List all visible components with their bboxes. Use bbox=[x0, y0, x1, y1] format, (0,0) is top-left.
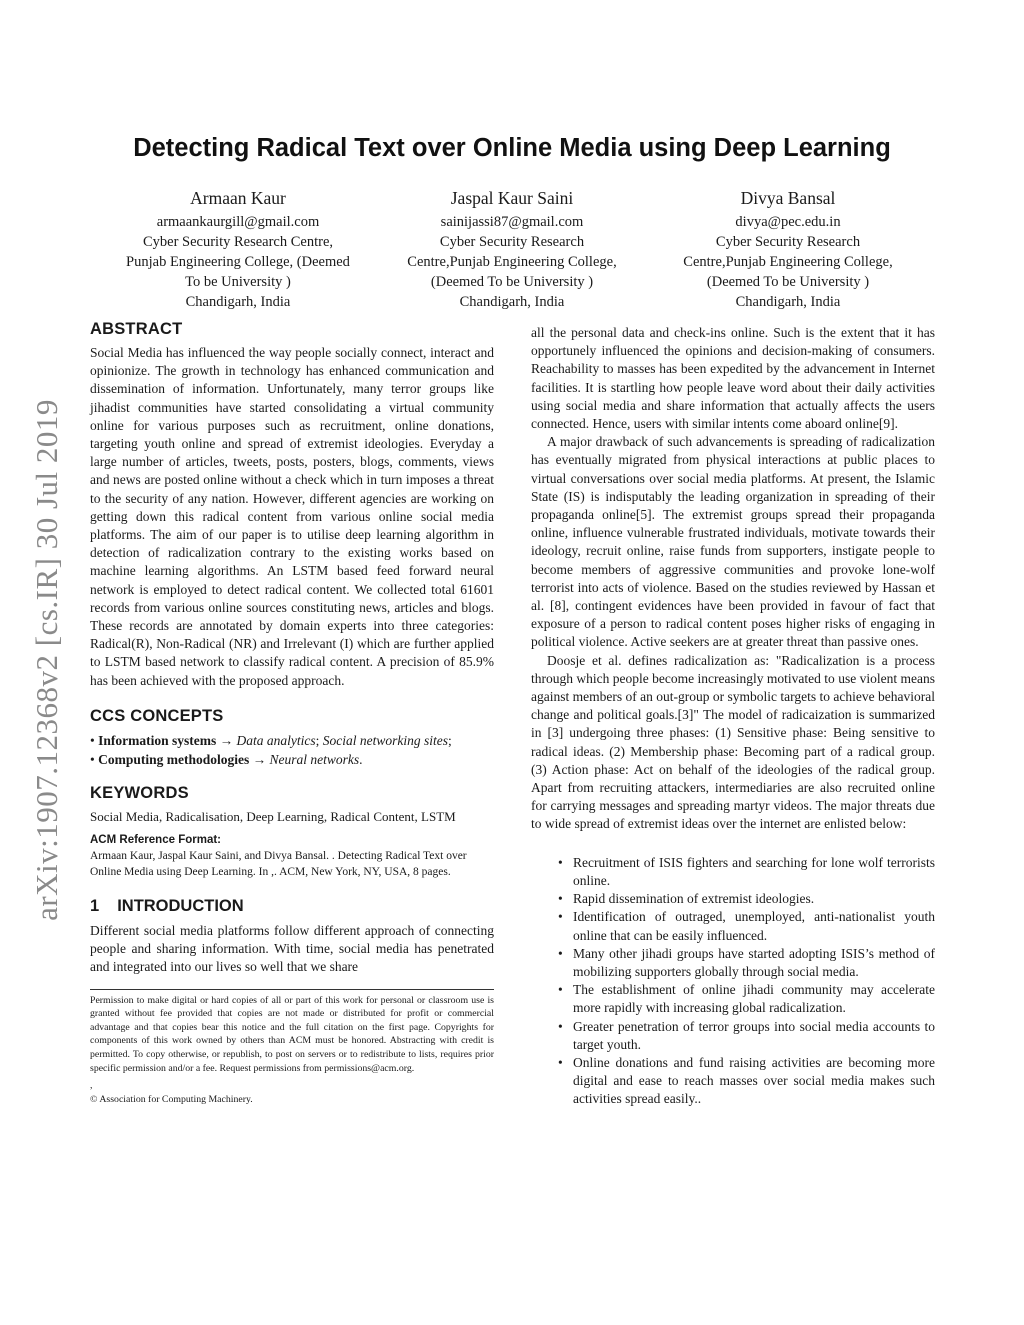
ccs-heading: CCS CONCEPTS bbox=[90, 706, 224, 725]
list-item bbox=[531, 1018, 935, 1054]
ccs-terminator: ; bbox=[448, 732, 452, 748]
acm-reference-text: Armaan Kaur, Jaspal Kaur Saini, and Divya Bansal. . Detecting Radical Text over Online Media using Deep Learning. In ,. ACM, New York, NY, USA, 8 pages. bbox=[90, 850, 467, 879]
introduction-text: Different social media platforms follow different approach of connecting people and sharing information. With time, social media has penetrated and integrated into our lives so well that we share bbox=[90, 923, 494, 975]
ccs-concept: Computing methodologies bbox=[98, 751, 250, 767]
author-affiliation: To be University ) bbox=[185, 274, 291, 290]
list-item bbox=[531, 908, 935, 944]
author-name: Jaspal Kaur Saini bbox=[450, 188, 574, 208]
list-item bbox=[531, 945, 935, 981]
author-email: divya@pec.edu.in bbox=[735, 214, 841, 230]
threat-list bbox=[531, 854, 935, 1109]
author-affiliation: Centre,Punjab Engineering College, bbox=[683, 254, 893, 270]
section-number: 1 bbox=[90, 897, 100, 916]
arxiv-identifier-stamp bbox=[24, 375, 70, 945]
author-affiliation: Cyber Security Research Centre, bbox=[142, 234, 334, 250]
author-name: Divya Bansal bbox=[740, 188, 836, 208]
bullet-marker: • bbox=[558, 909, 563, 925]
author-email: sainijassi87@gmail.com bbox=[440, 214, 584, 230]
arxiv-id-text: arXiv:1907.12368v2 [cs.IR] 30 Jul 2019 bbox=[29, 399, 64, 921]
list-item bbox=[531, 1054, 935, 1109]
bullet-marker: • bbox=[558, 1018, 563, 1034]
list-item-text: Online donations and fund raising activities are becoming more digital and ease to reach masses over social media makes such activities spread easily.. bbox=[573, 1054, 935, 1107]
body-paragraph: A major drawback of such advancements is spreading of radicalization has eventually migrated from physical interactions at public places to virtual conversations over social media platforms. At present, the Islamic State (IS) is indisputably the leading organization in spreading of their propaganda online[5]. The extremist groups spread their propaganda online, influence vulnerable frustrated individuals, motivate towards their ideology, recruit online, raise funds from supporters, instigate people to become members of aggressive communities and provoke lone-wolf terrorist into acts of violence. Based on the studies reviewed by Hassan et al. [8], contingent evidences have been provided in favour of fact that exposure of a person to radical content poses higher risks of engaging in political violence. Active seekers are at greater threat than passive ones. bbox=[531, 434, 935, 650]
keywords-text: Social Media, Radicalisation, Deep Learning, Radical Content, LSTM bbox=[90, 808, 456, 824]
ccs-terminator: . bbox=[359, 751, 363, 767]
ccs-concept: Information systems bbox=[98, 732, 217, 748]
bullet-marker: • bbox=[558, 945, 563, 961]
author-affiliation: Cyber Security Research bbox=[439, 234, 585, 250]
right-column bbox=[531, 324, 935, 1109]
list-item-text: Greater penetration of terror groups into social media accounts to target youth. bbox=[573, 1018, 935, 1052]
author-location: Chandigarh, India bbox=[735, 294, 841, 310]
ccs-bullet: • bbox=[90, 732, 95, 748]
ccs-subconcept: Social networking sites bbox=[322, 732, 448, 748]
bullet-marker: • bbox=[558, 1054, 563, 1070]
bullet-marker: • bbox=[558, 982, 563, 998]
acm-reference bbox=[90, 834, 494, 880]
bullet-marker: • bbox=[558, 891, 563, 907]
author-location: Chandigarh, India bbox=[185, 294, 291, 310]
author-2 bbox=[377, 185, 647, 312]
footnote-comma: , bbox=[90, 1080, 93, 1092]
ccs-item-2 bbox=[90, 750, 494, 769]
list-item-text: The establishment of online jihadi community may accelerate more rapidly with increasing global radicalization. bbox=[573, 982, 935, 1016]
ccs-subconcept: Neural networks bbox=[269, 751, 360, 767]
list-item bbox=[531, 854, 935, 890]
list-item bbox=[531, 890, 935, 908]
list-item-text: Many other jihadi groups have started adopting ISIS’s method of mobilizing supporters globally through social media. bbox=[573, 945, 935, 979]
arrow-symbol: → bbox=[252, 751, 267, 767]
list-item-text: Recruitment of ISIS fighters and searching for lone wolf terrorists online. bbox=[573, 854, 935, 888]
author-affiliation: (Deemed To be University ) bbox=[430, 274, 594, 290]
left-column bbox=[90, 320, 494, 1106]
author-email: armaankaurgill@gmail.com bbox=[156, 214, 320, 230]
author-affiliation: Punjab Engineering College, (Deemed bbox=[126, 254, 350, 270]
ccs-bullet: • bbox=[90, 751, 95, 767]
ccs-subconcept: Data analytics bbox=[236, 732, 316, 748]
keywords-heading: KEYWORDS bbox=[90, 783, 189, 802]
author-location: Chandigarh, India bbox=[459, 294, 565, 310]
bullet-marker: • bbox=[558, 854, 563, 870]
footnote-divider bbox=[90, 989, 494, 990]
footnote-block bbox=[90, 994, 494, 1107]
author-3 bbox=[653, 185, 923, 312]
body-paragraph: all the personal data and check-ins online. Such is the extent that it has opportunely influenced the opinions and decision-making of consumers. Reachability to masses has been expedited by the advancement in Internet facilities. It is startling how people leave word about their daily activities using social media and share information that actually affects the users connected. Hence, users with similar intents come aboard online[9]. bbox=[531, 325, 935, 432]
acm-reference-heading: ACM Reference Format: bbox=[90, 834, 221, 847]
ccs-item-1 bbox=[90, 731, 494, 750]
author-name: Armaan Kaur bbox=[190, 188, 286, 208]
abstract-heading: ABSTRACT bbox=[90, 320, 183, 338]
ccs-separator: ; bbox=[315, 732, 323, 748]
introduction-heading bbox=[90, 897, 494, 916]
list-item bbox=[531, 981, 935, 1017]
author-affiliation: (Deemed To be University ) bbox=[706, 274, 870, 290]
author-affiliation: Cyber Security Research bbox=[715, 234, 861, 250]
abstract-text: Social Media has influenced the way people socially connect, interact and opinionize. The growth in technology has enhanced communication and dissemination of information. Unfortunately, many terror groups like jihadist communities have started consolidating a virtual community online for various purposes such as recruitment, online donations, targeting youth online and spread of extremist ideologies. Everyday a large number of articles, tweets, posts, posters, blogs, comments, views and news are posted online without a check which in turn imposes a threat to the security of any nation. However, different agencies are working on getting down this radical content from various online social media platforms. The aim of our paper is to utilise deep learning algorithm in detection of radicalization contrary to the existing works based on machine learning algorithms. An LSTM based feed forward neural network is employed to detect radical content. We collected total 61601 records from various online sources constituting news, articles and blogs. These records are annotated by domain experts into three categories: Radical(R), Non-Radical (NR) and Irrelevant (I) which are further applied to LSTM based network to classify radical content. A precision of 85.9% has been achieved with the proposed approach. bbox=[90, 345, 494, 688]
paper-title: Detecting Radical Text over Online Media using Deep Learning bbox=[133, 134, 891, 162]
arrow-symbol: → bbox=[219, 732, 234, 748]
permission-notice: Permission to make digital or hard copies of all or part of this work for personal or classroom use is granted without fee provided that copies are not made or distributed for profit or commercial advantage and that copies bear this notice and the full citation on the first page. Copyrights for components of this work owned by others than ACM must be honored. Abstracting with credit is permitted. To copy otherwise, or republish, to post on servers or to redistribute to lists, requires prior specific permission and/or a fee. Request permissions from permissions@acm.org. bbox=[90, 994, 494, 1074]
copyright-notice: © Association for Computing Machinery. bbox=[90, 1093, 253, 1105]
body-paragraph: Doosje et al. defines radicalization as: "Radicalization is a process through which people become increasingly motivated to use violent means against members of an out-group or symbolic targets to achieve behavioral change and political goals.[3]" The model of radicaization is summarized in [3] undergoing three phases: (1) Sensitive phase: Being sensitive to radical ideas. (2) Membership phase: Becoming part of a radical group. (3) Action phase: Act on behalf of the ideologies of the radical group. Apart from recruiting attackers, intermediaries are also recruited online for carrying messages and spreading martyr videos. The major threats due to wide spread of extremist ideas over the internet are enlisted below: bbox=[531, 652, 935, 832]
section-title: INTRODUCTION bbox=[117, 897, 244, 916]
list-item-text: Identification of outraged, unemployed, anti-nationalist youth online that can be easily influenced. bbox=[573, 909, 935, 943]
author-affiliation: Centre,Punjab Engineering College, bbox=[407, 254, 617, 270]
author-1 bbox=[103, 185, 373, 312]
list-item-text: Rapid dissemination of extremist ideologies. bbox=[573, 891, 815, 907]
